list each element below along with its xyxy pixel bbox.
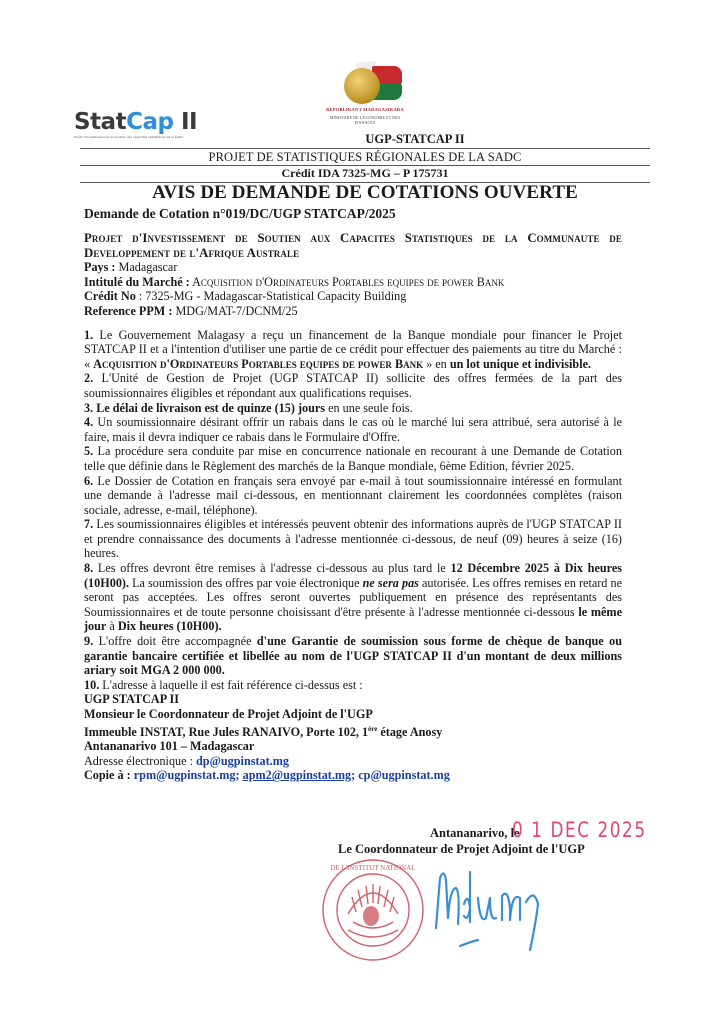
para-text: Le Gouvernement Malagasy a reçu un financement de la Banque mondiale pour financer le Projet STATCAP II et a l'intention d'utiliser une partie de ce crédit pour effectuer des paiements au titre du Marché : «	[84, 327, 622, 371]
address-line-1: UGP STATCAP II	[84, 692, 180, 707]
field-ppm	[84, 304, 622, 319]
address-line-2: Monsieur le Coordonnateur de Projet Adjoint de l'UGP	[84, 707, 373, 721]
paragraph-5	[84, 444, 622, 473]
email-line	[84, 754, 622, 769]
paragraph-8	[84, 561, 622, 634]
header-rule-1	[80, 148, 650, 149]
para-num: 2.	[84, 371, 94, 386]
para-num: 8.	[84, 561, 94, 576]
signature-place: Antananarivo, le	[430, 826, 520, 840]
project-name: PROJET DE STATISTIQUES RÉGIONALES DE LA SADC	[208, 150, 522, 164]
address-floor: étage Anosy	[377, 724, 443, 739]
para-text: La soumission des offres par voie électronique	[129, 575, 363, 590]
copy-email-cp[interactable]: cp@ugpinstat.mg	[358, 768, 450, 783]
paragraph-1	[84, 328, 622, 372]
notice-body	[84, 231, 622, 783]
address-street: Immeuble INSTAT, Rue Jules RANAIVO, Porte 102, 1	[84, 724, 369, 739]
email-label: Adresse électronique :	[84, 753, 197, 768]
paragraph-2	[84, 371, 622, 400]
paragraph-4	[84, 415, 622, 444]
para-text: Un soumissionnaire désirant offrir un rabais dans le cas où le marché lui sera attribué, sera autorisé à le faire, mais il devra indiquer ce rabais dans le Formulaire d'Offre.	[84, 415, 622, 444]
delivery-delay: 3. Le délai de livraison est de quinze (15) jours	[84, 400, 326, 415]
credit-value: : 7325-MG - Madagascar-Statistical Capacity Building	[135, 289, 407, 304]
separator: ;	[235, 768, 243, 783]
field-pays	[84, 260, 622, 275]
para-text: L'offre doit être accompagnée	[93, 634, 257, 649]
signature-icon	[430, 858, 550, 958]
submission-deadline: 12 Décembre 2025 à Dix heures (10H00).	[84, 561, 622, 590]
date-stamp: 0 1 DEC 2025	[512, 818, 647, 842]
para-num: 5.	[84, 444, 94, 459]
intitule-label: Intitulé du Marché :	[84, 274, 190, 289]
official-seal-icon	[318, 852, 436, 962]
logo-stat: Stat	[74, 109, 127, 135]
lot-type: un lot unique et indivisible.	[449, 356, 592, 371]
para-num: 4.	[84, 415, 94, 430]
para-num: 9.	[84, 634, 94, 649]
credit-label: Crédit No	[84, 289, 136, 304]
not-allowed: ne sera pas	[362, 575, 419, 590]
ppm-value: MDG/MAT-7/DCNM/25	[172, 303, 298, 318]
para-text: L'Unité de Gestion de Projet (UGP STATCAP II) sollicite des offres fermées de la part des soumissionnaires éligibles et répondant aux qualifications requises.	[84, 371, 622, 400]
field-credit	[84, 289, 622, 304]
logo-ii: II	[173, 109, 198, 135]
para-text: en une seule fois.	[325, 400, 413, 415]
paragraph-10	[84, 678, 622, 693]
emblem-country: REPOBLIKAN'I MADAGASIKARA	[326, 107, 404, 112]
ppm-label: Reference PPM :	[84, 303, 173, 318]
paragraph-7	[84, 517, 622, 561]
pays-label: Pays :	[84, 260, 116, 275]
credit-ref: Crédit IDA 7325-MG – P 175731	[281, 166, 449, 180]
para-text: autorisée. Les offres remises en retard ne seront pas acceptées. Les offres seront ouvertes publiquement en présence des représentants des Soumissionnaires et de toute personne choisissant d'être présente à l'adresse mentionnée ci-dessous	[84, 575, 622, 619]
field-intitule	[84, 275, 622, 290]
copy-label: Copie à :	[84, 768, 134, 783]
intitule-value: Acquisition d'Ordinateurs Portables equipes de power Bank	[189, 274, 505, 289]
copy-email-apm2[interactable]: apm2@ugpinstat.mg	[242, 768, 352, 783]
address-line-4: Antananarivo 101 – Madagascar	[84, 739, 255, 754]
para-num: 7.	[84, 517, 94, 532]
para-text: » en	[423, 356, 450, 371]
project-full-name: Projet d'Investissement de Soutien aux Capacites Statistiques de la Communaute de Developpement de l'Afrique Australe	[84, 231, 622, 260]
floor-sup: ère	[368, 724, 378, 733]
para-num: 6.	[84, 473, 94, 488]
para-text: Le Dossier de Cotation en français sera envoyé par e-mail à tout soumissionnaire intéressé en formulant une demande à l'adresse mail ci-dessous, en mentionnant clairement les coordonnées complètes (raison sociale, adresse, e-mail, téléphone).	[84, 473, 622, 517]
signatory-title: Le Coordonnateur de Projet Adjoint de l'UGP	[338, 842, 585, 856]
separator: ;	[351, 768, 359, 783]
para-text: à	[106, 619, 118, 634]
same-day: le même jour	[84, 604, 622, 634]
opening-time: Dix heures (10H00).	[117, 619, 222, 634]
paragraph-6	[84, 474, 622, 518]
madagascar-emblem	[320, 58, 410, 128]
market-name: Acquisition d'Ordinateurs Portables equipes de power Bank	[93, 356, 424, 371]
logo-tagline: Projet d'investissement au soutien des capacités statistiques de la SADC	[74, 135, 184, 139]
para-text: L'adresse à laquelle il est fait référence ci-dessus est :	[99, 677, 363, 692]
seal-coin-icon	[344, 68, 380, 104]
request-number: Demande de Cotation n°019/DC/UGP STATCAP/2025	[84, 206, 396, 221]
emblem-ministry: MINISTERE DE L'ECONOMIE ET DES FINANCES	[329, 115, 401, 125]
para-num: 10.	[84, 677, 100, 692]
pays-value: Madagascar	[115, 260, 178, 275]
copy-line	[84, 768, 622, 783]
bid-guarantee: d'une Garantie de soumission sous forme de chèque de banque ou garantie bancaire certifiée et libellée au nom de l'UGP STATCAP II d'un montant de deux millions ariary soit MGA 2 000 000.	[84, 634, 622, 678]
paragraph-3	[84, 401, 622, 416]
para-num: 1.	[84, 327, 94, 342]
para-text: Les offres devront être remises à l'adresse ci-dessous au plus tard le	[93, 561, 451, 576]
org-name: UGP-STATCAP II	[365, 132, 465, 146]
statcap-logo	[74, 110, 197, 139]
notice-title: AVIS DE DEMANDE DE COTATIONS OUVERTE	[152, 182, 578, 203]
copy-email-rpm[interactable]: rpm@ugpinstat.mg	[133, 768, 236, 783]
para-text: La procédure sera conduite par mise en concurrence nationale en recourant à une Demande de Cotation telle que définie dans le Règlement des marchés de la Banque mondiale, 6ème Edition, février 2025.	[84, 444, 622, 473]
paragraph-9	[84, 634, 622, 678]
para-text: Les soumissionnaires éligibles et intéressés peuvent obtenir des informations auprès de l'UGP STATCAP II et prendre connaissance des documents à l'adresse mentionnée ci-dessous, de neuf (09) heures à seize (16) heures.	[84, 517, 622, 561]
address-line-3	[84, 722, 622, 740]
logo-cap: Cap	[126, 109, 174, 135]
email-link[interactable]: dp@ugpinstat.mg	[196, 753, 289, 768]
seal-text: DE L'INSTITUT NATIONAL	[330, 864, 416, 872]
